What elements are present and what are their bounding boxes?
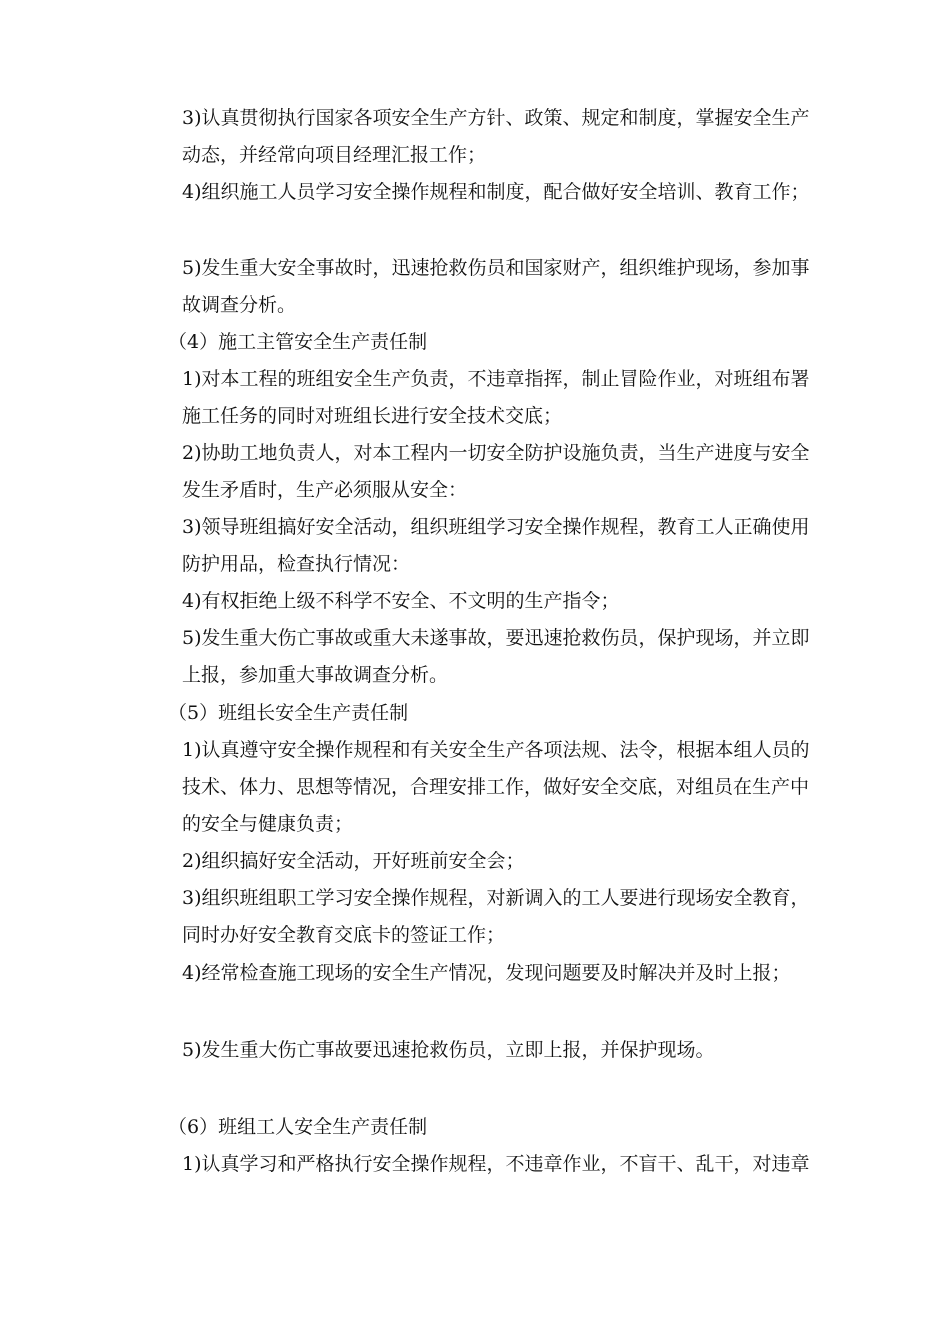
paragraph-text: 3)领导班组搞好安全活动，组织班组学习安全操作规程，教育工人正确使用防护用品，检查执行情况： (182, 516, 810, 575)
paragraph-text: 1)对本工程的班组安全生产负责，不违章指挥，制止冒险作业，对班组布署施工任务的同时对班组长进行安全技术交底； (182, 368, 810, 427)
paragraph-text: 3)认真贯彻执行国家各项安全生产方针、政策、规定和制度，掌握安全生产动态，并经常向项目经理汇报工作； (182, 107, 810, 166)
section-heading-5: （5）班组长安全生产责任制 (168, 702, 409, 724)
paragraph-text: 4)经常检查施工现场的安全生产情况，发现问题要及时解决并及时上报； (182, 962, 791, 984)
section-heading-6: （6）班组工人安全生产责任制 (168, 1116, 428, 1138)
paragraph-text: 4)有权拒绝上级不科学不安全、不文明的生产指令； (182, 590, 620, 612)
paragraph-duty-4 (144, 583, 824, 620)
paragraph-duty-1 (144, 732, 824, 843)
paragraph-duty-3 (144, 100, 824, 174)
paragraph-text: 3)组织班组职工学习安全操作规程，对新调入的工人要进行现场安全教育，同时办好安全教育交底卡的签证工作； (182, 887, 810, 946)
paragraph-text: 1)认真遵守安全操作规程和有关安全生产各项法规、法令，根据本组人员的技术、体力、思想等情况，合理安排工作，做好安全交底，对组员在生产中的安全与健康负责； (182, 739, 810, 835)
paragraph-duty-2 (144, 435, 824, 509)
paragraph-duty-2 (144, 843, 824, 880)
paragraph-duty-4 (144, 174, 824, 211)
paragraph-duty-3 (144, 880, 824, 954)
paragraph-duty-5 (144, 250, 824, 324)
paragraph-text: 2)组织搞好安全活动，开好班前安全会； (182, 850, 525, 872)
paragraph-duty-5 (144, 1032, 824, 1069)
paragraph-text: 5)发生重大伤亡事故要迅速抢救伤员，立即上报，并保护现场。 (182, 1039, 715, 1061)
paragraph-text: 1)认真学习和严格执行安全操作规程，不违章作业，不盲干、乱干，对违章 (182, 1153, 810, 1175)
paragraph-duty-3 (144, 509, 824, 583)
paragraph-text: 5)发生重大安全事故时，迅速抢救伤员和国家财产，组织维护现场，参加事故调查分析。 (182, 257, 810, 316)
paragraph-duty-5 (144, 620, 824, 694)
section-heading-4: （4）施工主管安全生产责任制 (168, 331, 428, 353)
paragraph-duty-4 (144, 955, 824, 992)
paragraph-duty-1 (144, 361, 824, 435)
paragraph-text: 2)协助工地负责人，对本工程内一切安全防护设施负责，当生产进度与安全发生矛盾时，生产必须服从安全： (182, 442, 810, 501)
paragraph-text: 5)发生重大伤亡事故或重大未遂事故，要迅速抢救伤员，保护现场，并立即上报，参加重大事故调查分析。 (182, 627, 810, 686)
paragraph-text: 4)组织施工人员学习安全操作规程和制度，配合做好安全培训、教育工作； (182, 181, 810, 203)
paragraph-duty-1 (144, 1146, 824, 1183)
